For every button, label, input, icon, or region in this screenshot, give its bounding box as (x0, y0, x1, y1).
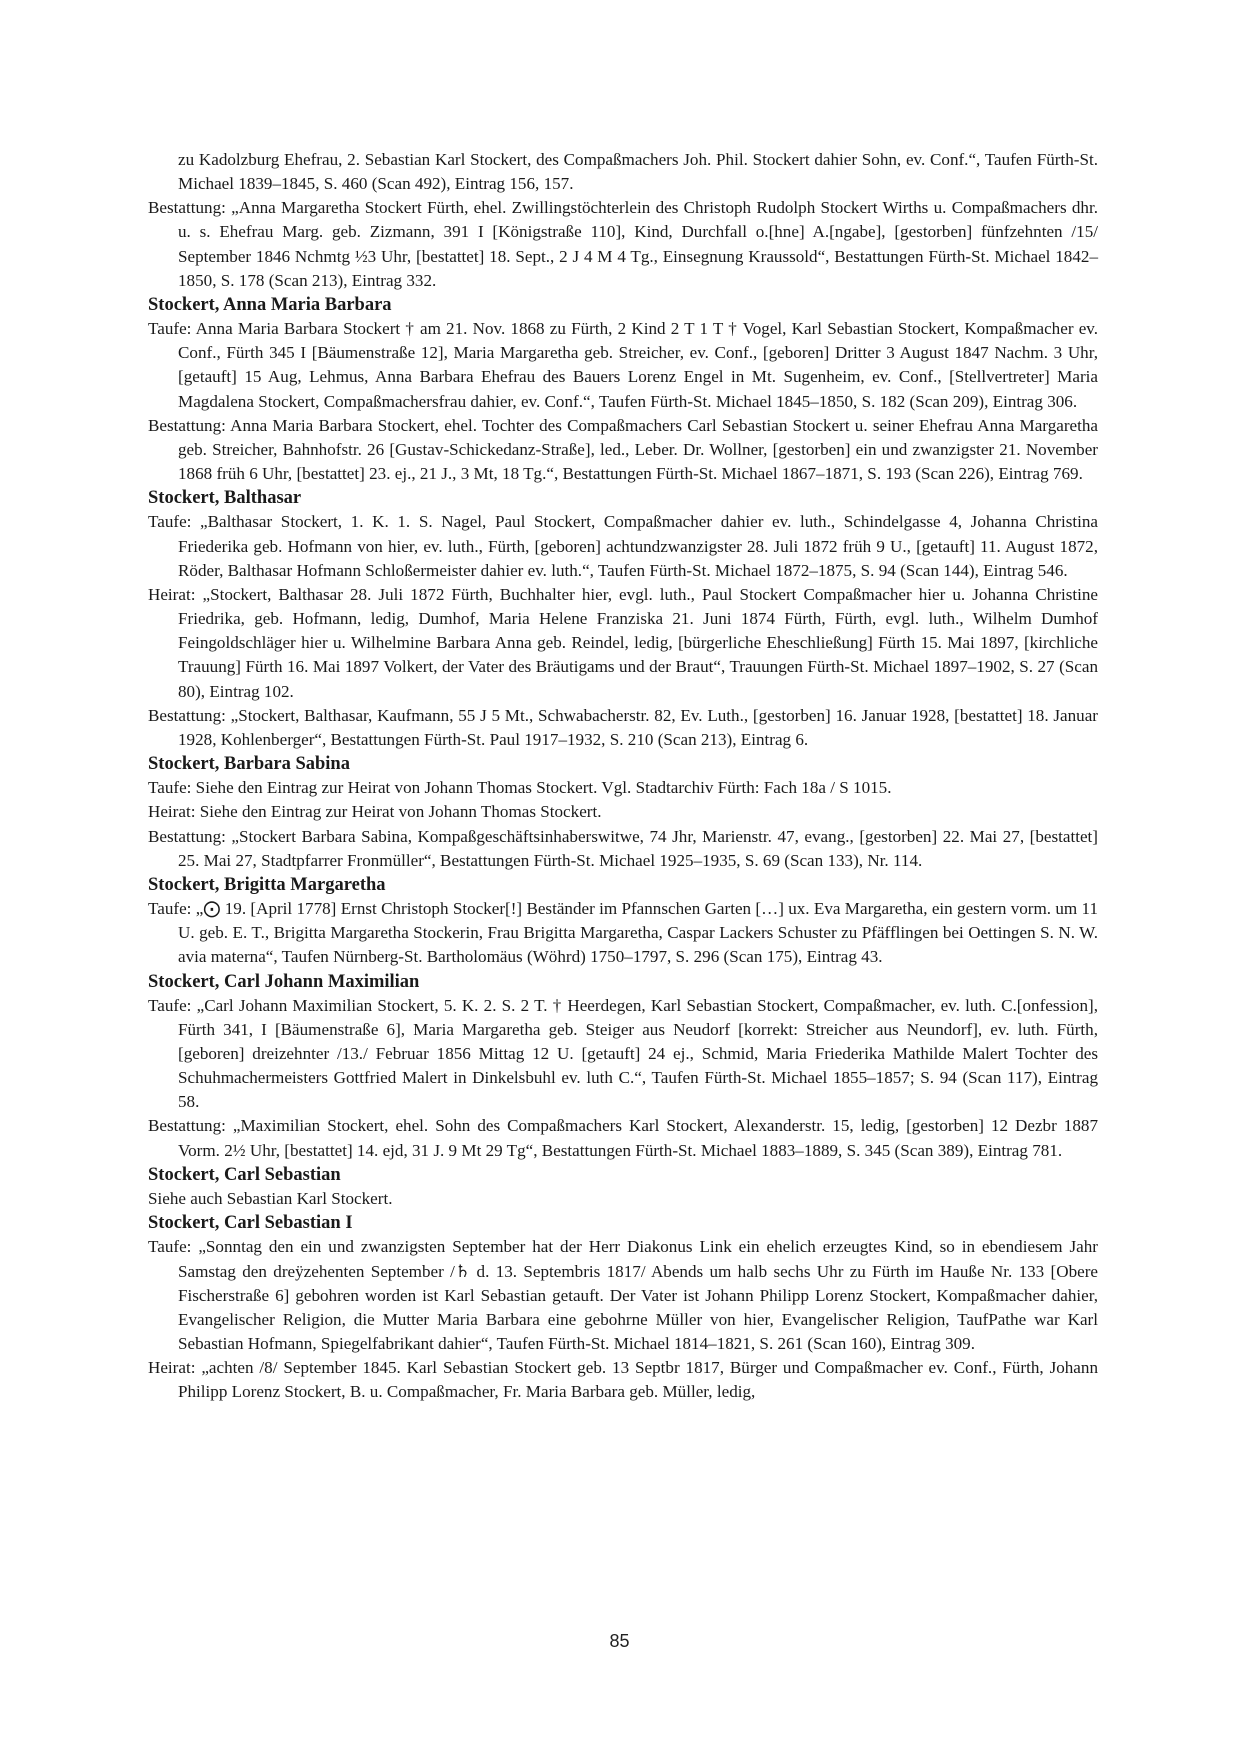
entry-paragraph: Taufe: Siehe den Eintrag zur Heirat von Johann Thomas Stockert. Vgl. Stadtarchiv Fürth: Fach 18a / S 1015. (148, 778, 892, 798)
entry-paragraph: Taufe: „Balthasar Stockert, 1. K. 1. S. Nagel, Paul Stockert, Compaßmacher dahier ev. luth., Schindelgasse 4, Johanna Christina Friederika geb. Hofmann von hier, ev. luth., Fürth, [geboren] achtundzwanzigster 28. Juli 1872 früh 9 U., [getauft] 11. August 1872, Röder, Balthasar Hofmann Schloßermeister dahier ev. luth.“, Taufen Fürth-St. Michael 1872–1875, S. 94 (Scan 144), Eintrag 546. (148, 512, 1098, 580)
entry-paragraph: Taufe: Anna Maria Barbara Stockert † am 21. Nov. 1868 zu Fürth, 2 Kind 2 T 1 T † Vogel, Karl Sebastian Stockert, Kompaßmacher ev. Conf., Fürth 345 I [Bäumenstraße 12], Maria Margaretha geb. Streicher, ev. Conf., [geboren] Dritter 3 August 1847 Nachm. 3 Uhr, [getauft] 15 Aug, Lehmus, Anna Barbara Ehefrau des Bauers Lorenz Engel in Mt. Sugenheim, ev. Conf., [Stellvertreter] Maria Magdalena Stockert, Compaßmachersfrau dahier, ev. Conf.“, Taufen Fürth-St. Michael 1845–1850, S. 182 (Scan 209), Eintrag 306. (148, 319, 1098, 411)
entry-paragraph: Bestattung: „Stockert Barbara Sabina, Kompaßgeschäftsinhaberswitwe, 74 Jhr, Marienstr. 47, evang., [gestorben] 22. Mai 27, [bestattet] 25. Mai 27, Stadtpfarrer Fronmüller“, Bestattungen Fürth-St. Michael 1925–1935, S. 69 (Scan 133), Nr. 114. (148, 826, 1098, 870)
entry-heading: Stockert, Carl Johann Maximilian (148, 971, 420, 992)
entry-barbara-sabina (148, 752, 1098, 873)
entry-balthasar (148, 486, 1098, 752)
entry-carl-sebastian-i (148, 1211, 1098, 1404)
entry-paragraph: Heirat: „achten /8/ September 1845. Karl Sebastian Stockert geb. 13 Septbr 1817, Bürger und Compaßmacher ev. Conf., Fürth, Johann Philipp Lorenz Stockert, B. u. Compaßmacher, Fr. Maria Barbara geb. Müller, ledig, (148, 1358, 1098, 1402)
entry-heading: Stockert, Barbara Sabina (148, 754, 350, 774)
entry-anna-maria-barbara (148, 293, 1098, 486)
entry-paragraph: Taufe: „⨀ 19. [April 1778] Ernst Christoph Stocker[!] Beständer im Pfannschen Garten […] ux. Eva Margaretha, ein gestern vorm. um 11 U. geb. E. T., Brigitta Margaretha Stockerin, Frau Brigitta Margaretha, Caspar Lackers Schuster zu Pfäfflingen bei Oettingen S. N. W. avia materna“, Taufen Nürnberg-St. Bartholomäus (Wöhrd) 1750–1797, S. 296 (Scan 175), Eintrag 43. (148, 899, 1098, 967)
page-number: 85 (609, 1631, 630, 1651)
cross-reference: Siehe auch Sebastian Karl Stockert. (148, 1189, 393, 1208)
entry-brigitta-margaretha (148, 873, 1098, 970)
document-page (148, 148, 1098, 1404)
entry-paragraph: Heirat: „Stockert, Balthasar 28. Juli 1872 Fürth, Buchhalter hier, evgl. luth., Paul Stockert Compaßmacher hier u. Johanna Christine Friedrika, geb. Hofmann, ledig, Dumhof, Maria Helene Franziska 21. Juni 1874 Fürth, Fürth, evgl. luth., Wilhelm Dumhof Feingoldschläger hier u. Wilhelmine Barbara Anna geb. Reindel, ledig, [bürgerliche Eheschließung] Fürth 15. Mai 1897, [kirchliche Trauung] Fürth 16. Mai 1897 Volkert, der Vater des Bräutigams und der Braut“, Trauungen Fürth-St. Michael 1897–1902, S. 27 (Scan 80), Eintrag 102. (148, 584, 1098, 701)
entry-carl-johann-maximilian (148, 970, 1098, 1163)
entry-heading: Stockert, Balthasar (148, 488, 302, 509)
continuation-text: zu Kadolzburg Ehefrau, 2. Sebastian Karl Stockert, des Compaßmachers Joh. Phil. Stockert dahier Sohn, ev. Conf.“, Taufen Fürth-St. Michael 1839–1845, S. 460 (Scan 492), Eintrag 156, 157. (178, 150, 1098, 194)
entry-heading: Stockert, Carl Sebastian (148, 1164, 341, 1185)
entry-paragraph: Bestattung: „Stockert, Balthasar, Kaufmann, 55 J 5 Mt., Schwabacherstr. 82, Ev. Luth., [gestorben] 16. Januar 1928, [bestattet] 18. Januar 1928, Kohlenberger“, Bestattungen Fürth-St. Paul 1917–1932, S. 210 (Scan 213), Eintrag 6. (148, 705, 1098, 749)
entry-paragraph: Bestattung: „Maximilian Stockert, ehel. Sohn des Compaßmachers Karl Stockert, Alexanderstr. 15, ledig, [gestorben] 12 Dezbr 1887 Vorm. 2½ Uhr, [bestattet] 14. ejd, 31 J. 9 Mt 29 Tg“, Bestattungen Fürth-St. Michael 1883–1889, S. 345 (Scan 389), Eintrag 781. (148, 1116, 1098, 1160)
entry-paragraph: Taufe: „Sonntag den ein und zwanzigsten September hat der Herr Diakonus Link ein ehelich erzeugtes Kind, so in ebendiesem Jahr Samstag den dreÿzehenten September /♄ d. 13. Septembris 1817/ Abends um halb sechs Uhr zu Fürth im Hauße Nr. 133 [Obere Fischerstraße 6] gebohren worden ist Karl Sebastian getauft. Der Vater ist Johann Philipp Lorenz Stockert, Kompaßmacher dahier, Evangelischer Religion, die Mutter Maria Barbara eine gebohrne Müller von hier, Evangelischer Religion, TaufPathe war Karl Sebastian Hofmann, Spiegelfabrikant dahier“, Taufen Fürth-St. Michael 1814–1821, S. 261 (Scan 160), Eintrag 309. (148, 1237, 1098, 1353)
entry-paragraph: Taufe: „Carl Johann Maximilian Stockert, 5. K. 2. S. 2 T. † Heerdegen, Karl Sebastian Stockert, Compaßmacher, ev. luth. C.[onfession], Fürth 341, I [Bäumenstraße 6], Maria Margaretha geb. Steiger aus Neudorf [korrekt: Streicher aus Neundorf], ev. luth. Fürth, [geboren] dreizehnter /13./ Februar 1856 Mittag 12 U. [getauft] 24 ej., Schmid, Maria Friederika Mathilde Malert Tochter des Schuhmachermeisters Gottfried Malert in Dinkelsbuhl ev. luth C.“, Taufen Fürth-St. Michael 1855–1857; S. 94 (Scan 117), Eintrag 58. (148, 995, 1098, 1112)
entry-paragraph: Heirat: Siehe den Eintrag zur Heirat von Johann Thomas Stockert. (148, 802, 602, 822)
entry-carl-sebastian (148, 1163, 1098, 1211)
entry-heading: Stockert, Anna Maria Barbara (148, 294, 392, 315)
entry-heading: Stockert, Brigitta Margaretha (148, 874, 386, 895)
burial-paragraph: Bestattung: „Anna Margaretha Stockert Fürth, ehel. Zwillingstöchterlein des Christoph Rudolph Stockert Wirths u. Compaßmachers dhr. u. s. Ehefrau Marg. geb. Zizmann, 391 I [Königstraße 110], Kind, Durchfall o.[hne] A.[ngabe], [gestorben] fünfzehnten /15/ September 1846 Nchmtg ½3 Uhr, [bestattet] 18. Sept., 2 J 4 M 4 Tg., Einsegnung Kraussold“, Bestattungen Fürth-St. Michael 1842–1850, S. 178 (Scan 213), Eintrag 332. (148, 198, 1098, 290)
entry-paragraph: Bestattung: Anna Maria Barbara Stockert, ehel. Tochter des Compaßmachers Carl Sebastian Stockert u. seiner Ehefrau Anna Margaretha geb. Streicher, Bahnhofstr. 26 [Gustav-Schickedanz-Straße], led., Leber. Dr. Wollner, [gestorben] ein und zwanzigster 21. November 1868 früh 6 Uhr, [bestattet] 23. ej., 21 J., 3 Mt, 18 Tg.“, Bestattungen Fürth-St. Michael 1867–1871, S. 193 (Scan 226), Eintrag 769. (148, 415, 1098, 484)
entry-heading: Stockert, Carl Sebastian I (148, 1213, 353, 1234)
